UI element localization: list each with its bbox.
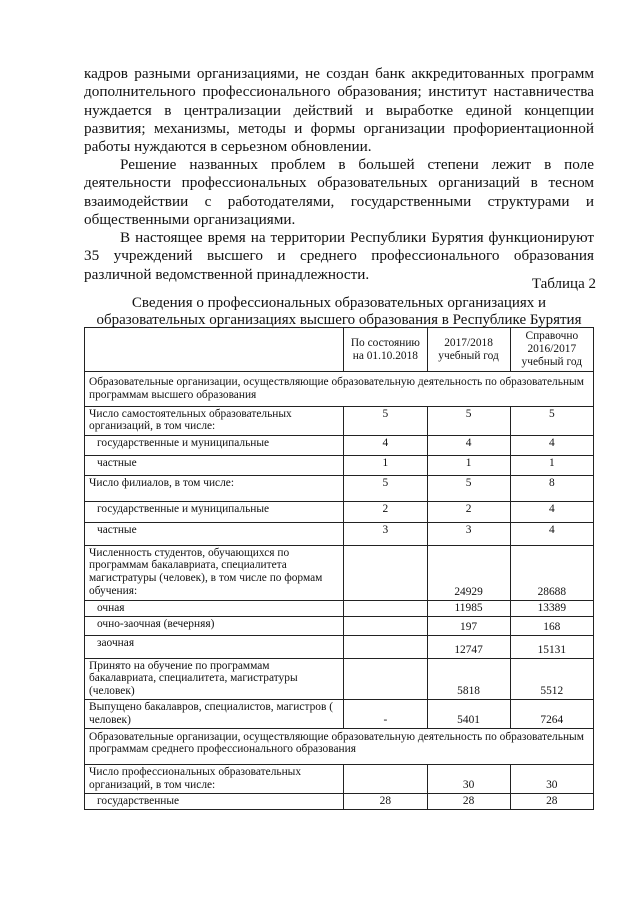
- table-header-row: [85, 328, 594, 372]
- value-2016: 1: [510, 455, 593, 475]
- paragraph-1: кадров разными организациями, не создан банк аккредитованных программ дополнительного профессионального образования; институт наставничества нуждается в централизации действий и выработке единой концепции развития; механизмы, методы и формы организации профориентационной работы нуждаются в серьезном обновлении.: [84, 65, 594, 156]
- value-2017: 11985: [427, 600, 510, 616]
- table-row: [85, 793, 594, 809]
- value-2017: 5: [427, 406, 510, 435]
- row-label: очно-заочная (вечерняя): [85, 616, 344, 635]
- table-row: [85, 616, 594, 635]
- header-cell-2016: Справочно 2016/2017 учебный год: [510, 328, 593, 372]
- value-2016: 30: [510, 765, 593, 794]
- table-row: [85, 522, 594, 545]
- value-state: 3: [344, 522, 427, 545]
- value-state: [344, 545, 427, 600]
- statistics-table: [84, 327, 594, 810]
- row-label: Принято на обучение по программам бакалавриата, специалитета, магистратуры (человек): [85, 658, 344, 699]
- table-row: [85, 406, 594, 435]
- table-row: [85, 435, 594, 455]
- table-row: [85, 658, 594, 699]
- value-2017: 12747: [427, 635, 510, 658]
- row-label: частные: [85, 455, 344, 475]
- higher-education-rows: [85, 406, 594, 728]
- table-row: [85, 475, 594, 501]
- value-2016: 15131: [510, 635, 593, 658]
- table-row: [85, 501, 594, 522]
- value-2016: 28: [510, 793, 593, 809]
- table-caption: Сведения о профессиональных образовательных организациях и образовательных организациях высшего образования в Республике Бурятия: [96, 295, 582, 328]
- value-2016: 4: [510, 435, 593, 455]
- table-row: [85, 455, 594, 475]
- value-state: [344, 765, 427, 794]
- table-row: [85, 635, 594, 658]
- value-2017: 3: [427, 522, 510, 545]
- value-2016: 28688: [510, 545, 593, 600]
- section-row-secondary: [85, 728, 594, 765]
- table-row: [85, 699, 594, 728]
- header-cell-2017: 2017/2018 учебный год: [427, 328, 510, 372]
- value-state: [344, 616, 427, 635]
- row-label: государственные и муниципальные: [85, 501, 344, 522]
- value-2017: 4: [427, 435, 510, 455]
- value-state: [344, 600, 427, 616]
- value-state: [344, 658, 427, 699]
- value-state: -: [344, 699, 427, 728]
- row-label: государственные: [85, 793, 344, 809]
- header-cell-state: По состоянию на 01.10.2018: [344, 328, 427, 372]
- value-2016: 5512: [510, 658, 593, 699]
- paragraph-2: Решение названных проблем в большей степени лежит в поле деятельности профессиональных образовательных организаций в тесном взаимодействии с работодателями, государственными структурами и общественными организациями.: [84, 156, 594, 228]
- value-2017: 5: [427, 475, 510, 501]
- value-2016: 5: [510, 406, 593, 435]
- row-label: Численность студентов, обучающихся по программам бакалавриата, специалитета магистратуры (человек), в том числе по формам обучения:: [85, 545, 344, 600]
- section-row-higher: [85, 372, 594, 407]
- row-label: частные: [85, 522, 344, 545]
- value-state: 5: [344, 406, 427, 435]
- value-state: 4: [344, 435, 427, 455]
- row-label: очная: [85, 600, 344, 616]
- table-row: [85, 600, 594, 616]
- value-2016: 4: [510, 501, 593, 522]
- row-label: государственные и муниципальные: [85, 435, 344, 455]
- value-2017: 24929: [427, 545, 510, 600]
- section-title-higher: Образовательные организации, осуществляющие образовательную деятельность по образовательным программам высшего образования: [85, 372, 594, 407]
- value-2017: 5818: [427, 658, 510, 699]
- row-label: заочная: [85, 635, 344, 658]
- value-2017: 28: [427, 793, 510, 809]
- table-label: Таблица 2: [531, 276, 596, 292]
- value-2017: 30: [427, 765, 510, 794]
- row-label: Выпущено бакалавров, специалистов, магистров ( человек): [85, 699, 344, 728]
- row-label: Число самостоятельных образовательных организаций, в том числе:: [85, 406, 344, 435]
- value-2016: 168: [510, 616, 593, 635]
- table-row: [85, 765, 594, 794]
- value-state: [344, 635, 427, 658]
- row-label: Число филиалов, в том числе:: [85, 475, 344, 501]
- value-2017: 2: [427, 501, 510, 522]
- row-label: Число профессиональных образовательных организаций, в том числе:: [85, 765, 344, 794]
- value-state: 2: [344, 501, 427, 522]
- value-2016: 7264: [510, 699, 593, 728]
- value-2017: 197: [427, 616, 510, 635]
- value-2016: 13389: [510, 600, 593, 616]
- value-state: 28: [344, 793, 427, 809]
- header-cell-empty: [85, 328, 344, 372]
- value-2017: 1: [427, 455, 510, 475]
- table-row: [85, 545, 594, 600]
- section-title-secondary: Образовательные организации, осуществляющие образовательную деятельность по образовательным программам среднего профессионального образования: [85, 728, 594, 765]
- value-state: 5: [344, 475, 427, 501]
- value-2016: 4: [510, 522, 593, 545]
- paragraph-3: В настоящее время на территории Республики Бурятия функционируют 35 учреждений высшего и среднего профессионального образования различной ведомственной принадлежности.: [84, 229, 594, 283]
- value-state: 1: [344, 455, 427, 475]
- value-2016: 8: [510, 475, 593, 501]
- value-2017: 5401: [427, 699, 510, 728]
- secondary-education-rows: [85, 765, 594, 809]
